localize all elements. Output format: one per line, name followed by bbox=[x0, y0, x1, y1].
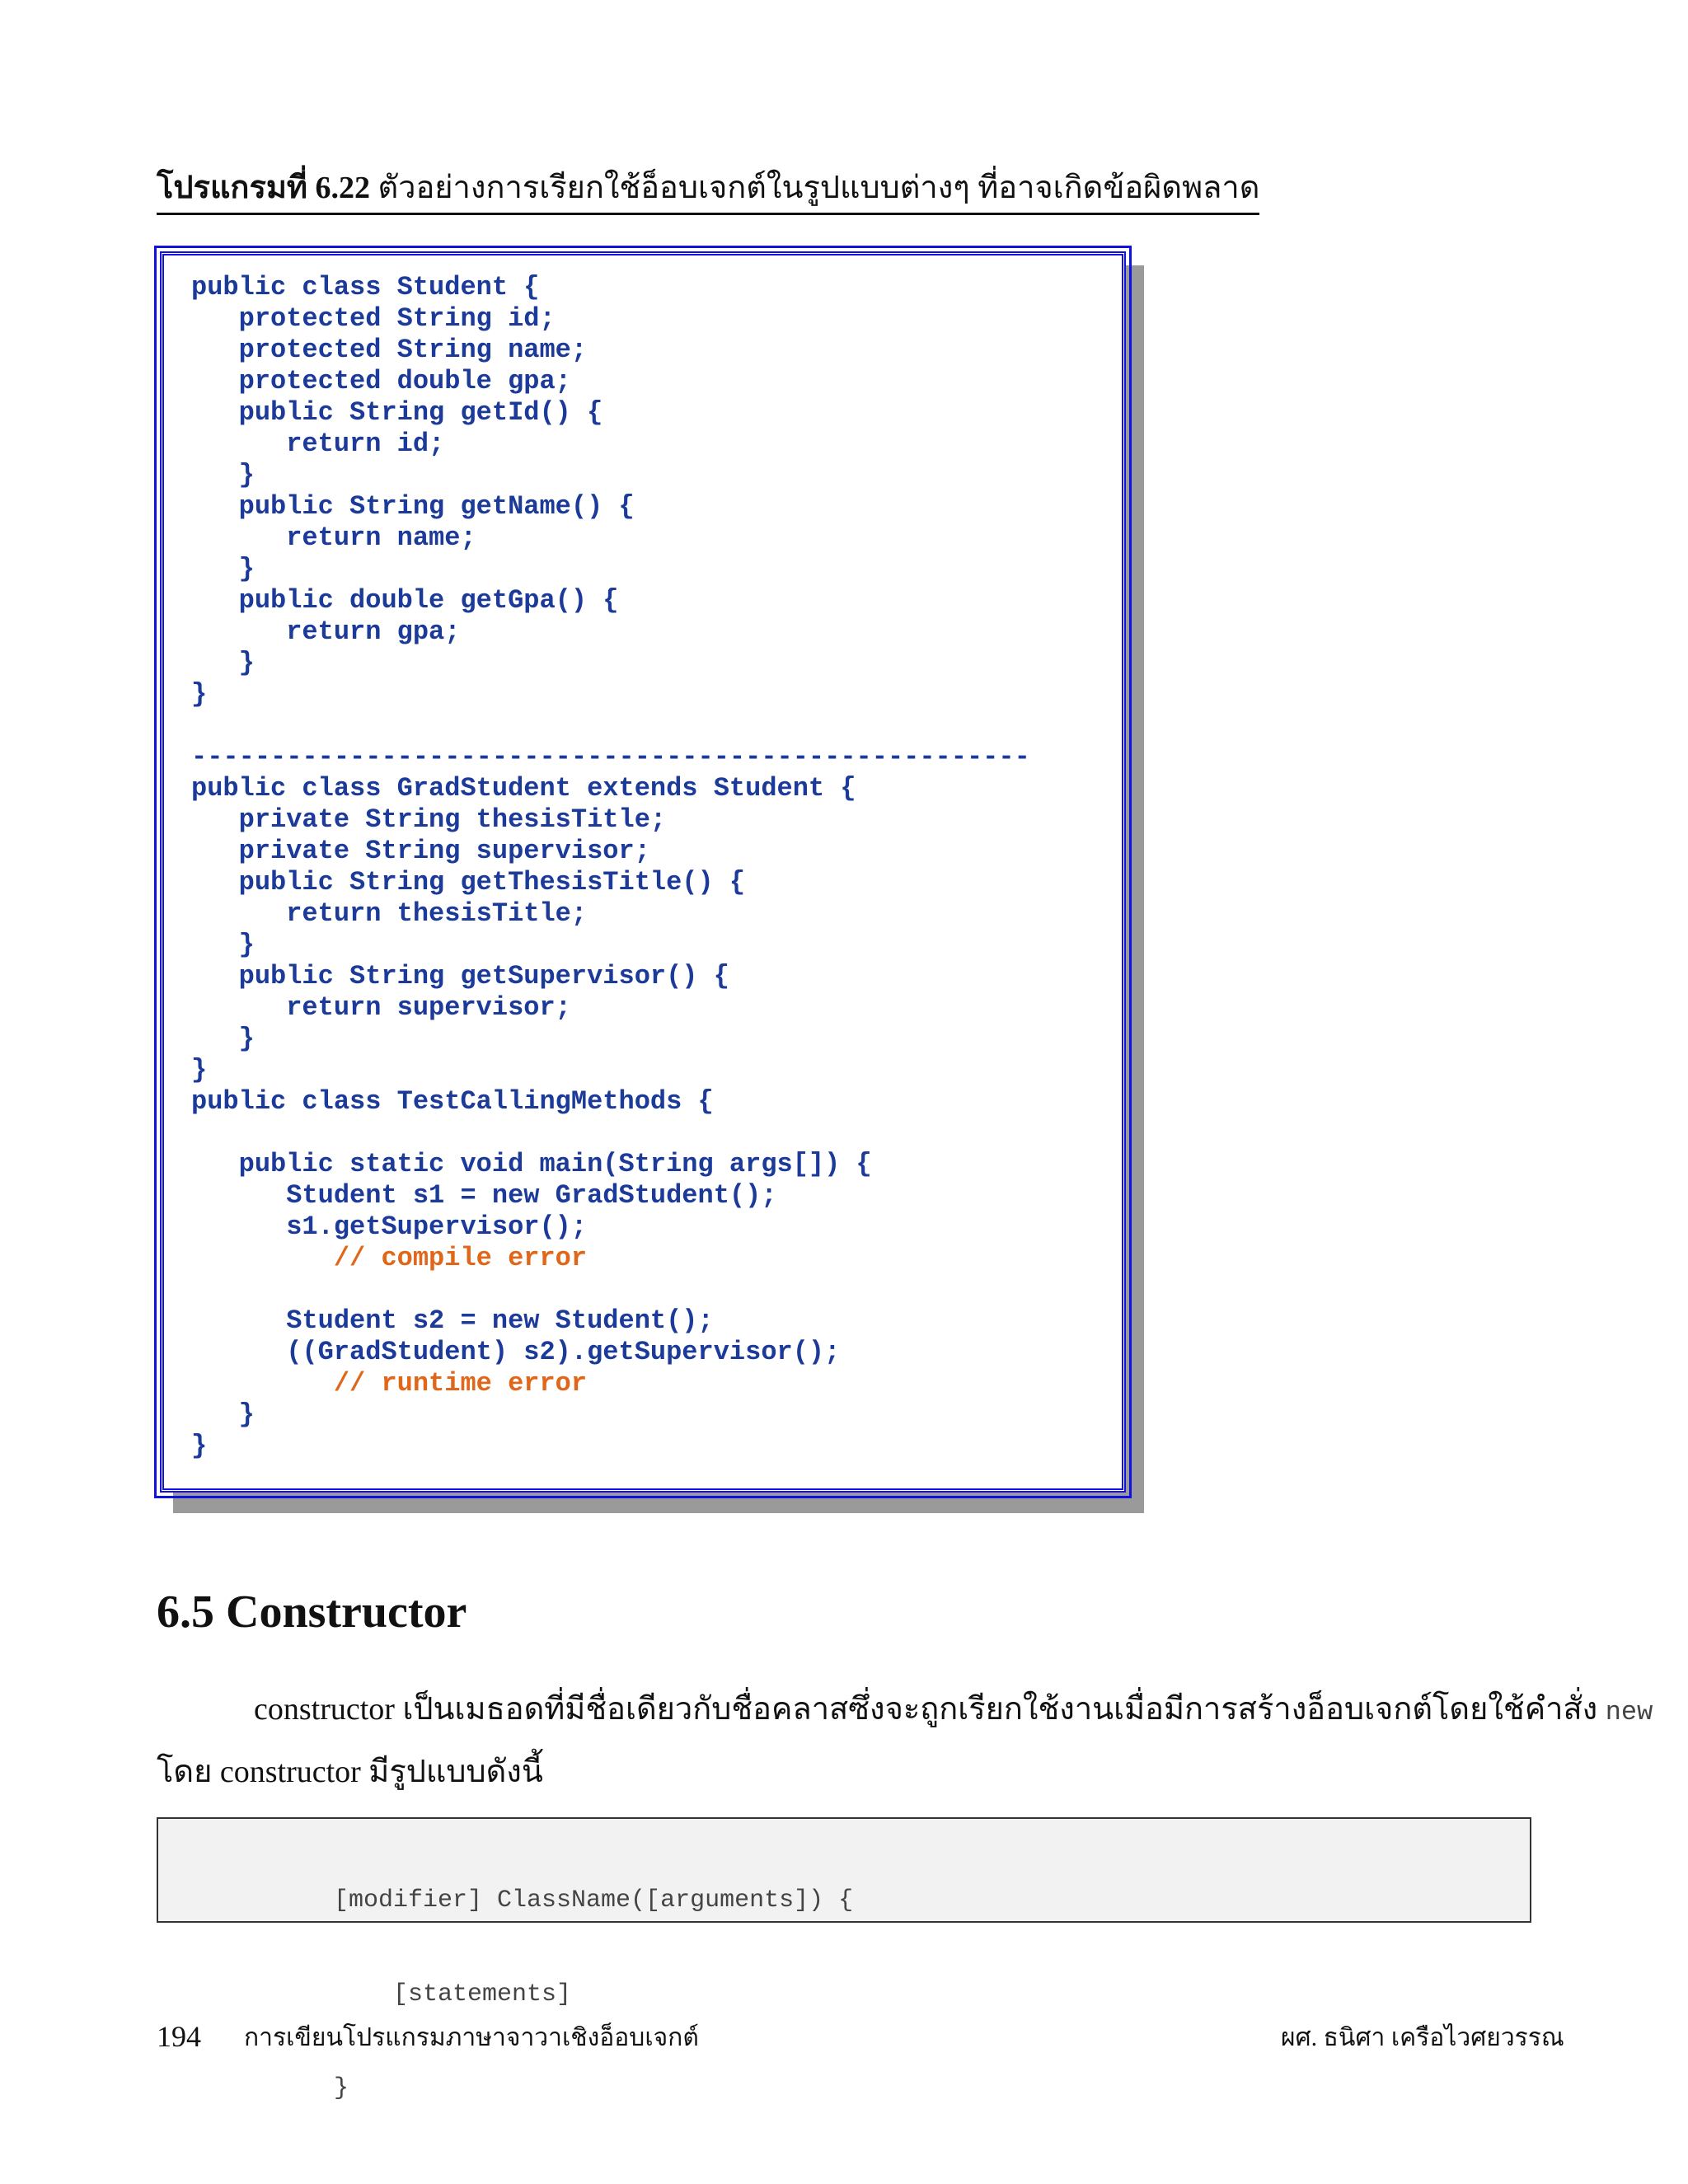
code-line: } bbox=[191, 1055, 208, 1085]
code-line: } bbox=[191, 648, 255, 678]
code-line: public String getSupervisor() { bbox=[191, 961, 729, 991]
code-line: } bbox=[191, 679, 208, 710]
code-line: } bbox=[191, 460, 255, 490]
code-line: // runtime error bbox=[191, 1368, 588, 1399]
code-line: public class GradStudent extends Student { bbox=[191, 773, 856, 804]
code-line: public double getGpa() { bbox=[191, 585, 619, 616]
program-caption-label: โปรแกรมที่ 6.22 bbox=[157, 171, 370, 205]
page-number: 194 bbox=[157, 2020, 201, 2053]
code-line: private String supervisor; bbox=[191, 836, 650, 866]
paragraph-line-1 bbox=[157, 1680, 1653, 1742]
constructor-syntax bbox=[334, 1822, 853, 2135]
code-line bbox=[191, 710, 1030, 742]
code-line: private String thesisTitle; bbox=[191, 804, 667, 835]
code-line: return id; bbox=[191, 429, 445, 459]
constructor-paragraph bbox=[157, 1680, 1653, 1802]
code-line: public String getName() { bbox=[191, 491, 635, 522]
code-line: Student s1 = new GradStudent(); bbox=[191, 1180, 777, 1211]
code-line: ((GradStudent) s2).getSupervisor(); bbox=[191, 1337, 841, 1367]
section-heading: 6.5 Constructor bbox=[157, 1586, 467, 1638]
code-line: public class TestCallingMethods { bbox=[191, 1086, 714, 1117]
code-line: protected double gpa; bbox=[191, 366, 571, 396]
paragraph-line-1-text: constructor เป็นเมธอดที่มีชื่อเดียวกับชื่อคลาสซึ่งจะถูกเรียกใช้งานเมื่อมีการสร้างอ็อบเจกต์โดยใช้คำสั่ง bbox=[254, 1692, 1606, 1727]
code-line: ----------------------------------------------------- bbox=[191, 742, 1030, 772]
code-line: Student s2 = new Student(); bbox=[191, 1305, 714, 1336]
code-line: protected String name; bbox=[191, 335, 588, 365]
code-listing bbox=[191, 272, 1030, 1462]
code-line: return thesisTitle; bbox=[191, 898, 588, 929]
code-line: public static void main(String args[]) { bbox=[191, 1149, 872, 1179]
code-line: s1.getSupervisor(); bbox=[191, 1212, 588, 1242]
code-line: } bbox=[191, 554, 255, 584]
code-line: return name; bbox=[191, 523, 476, 553]
code-line: // compile error bbox=[191, 1243, 588, 1273]
code-line: } bbox=[191, 1399, 255, 1430]
code-line: } bbox=[191, 1431, 208, 1461]
code-line: public String getThesisTitle() { bbox=[191, 867, 746, 898]
program-caption-text: ตัวอย่างการเรียกใช้อ็อบเจกต์ในรูปแบบต่างๆ ที่อาจเกิดข้อผิดพลาด bbox=[369, 171, 1260, 205]
syntax-line: } bbox=[334, 2074, 349, 2102]
code-line: public String getId() { bbox=[191, 397, 603, 428]
code-line: return supervisor; bbox=[191, 992, 571, 1023]
code-line bbox=[191, 1274, 1030, 1305]
book-title: การเขียนโปรแกรมภาษาจาวาเชิงอ็อบเจกต์ bbox=[244, 2024, 699, 2051]
syntax-line: [modifier] ClassName([arguments]) { bbox=[334, 1886, 854, 1915]
paragraph-line-2: โดย constructor มีรูปแบบดังนี้ bbox=[157, 1755, 543, 1789]
code-line: } bbox=[191, 930, 255, 960]
code-line bbox=[191, 1118, 1030, 1149]
code-line: return gpa; bbox=[191, 616, 461, 647]
author-name: ผศ. ธนิศา เครือไวศยวรรณ bbox=[1281, 2024, 1564, 2051]
code-line: public class Student { bbox=[191, 272, 540, 302]
inline-code-new: new bbox=[1605, 1697, 1653, 1727]
program-caption bbox=[157, 165, 1259, 215]
code-line: } bbox=[191, 1024, 255, 1054]
syntax-line: [statements] bbox=[334, 1980, 572, 2008]
code-line: protected String id; bbox=[191, 303, 556, 334]
